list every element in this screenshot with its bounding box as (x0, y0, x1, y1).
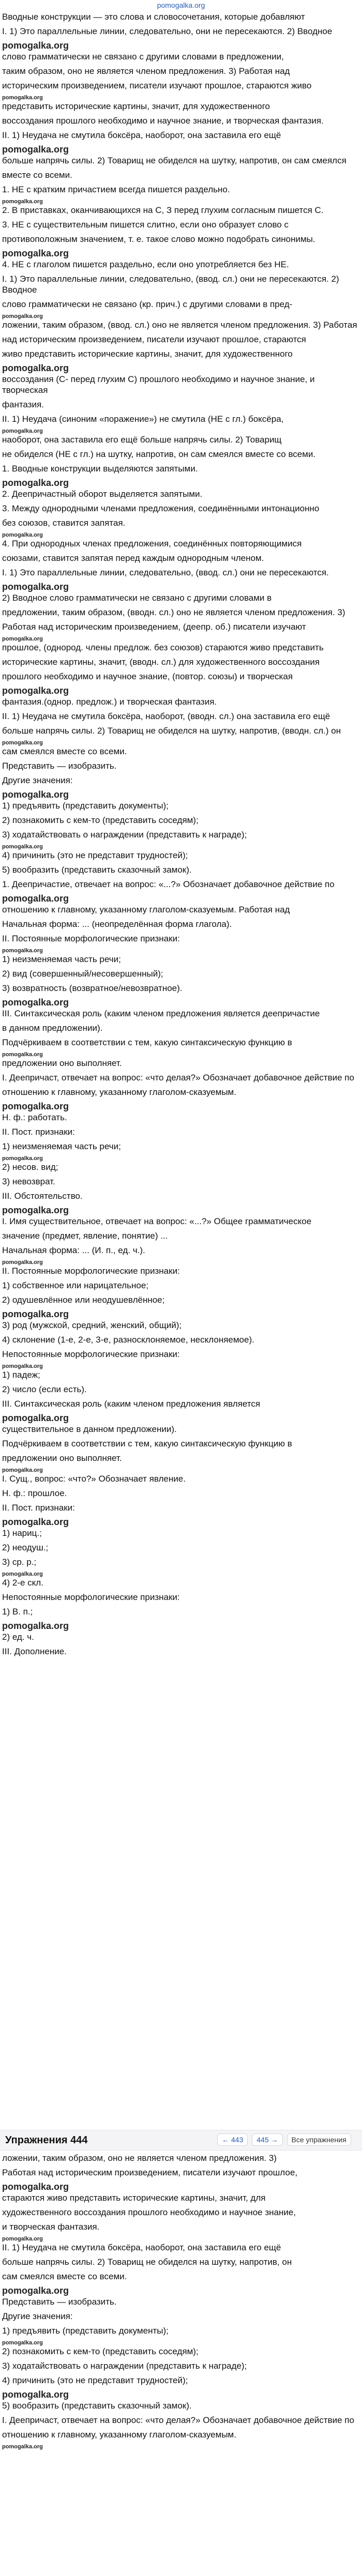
top-line: живо представить исторические картины, значит, для художественного (2, 349, 293, 359)
top-line: I. 1) Это параллельные линии, следовательно, (ввод. сл.) они не пересекаются. (2, 568, 329, 577)
watermark: pomogalka.org (2, 144, 69, 155)
top-line: воссоздания (С- перед глухим С) прошлого необходимо и научное знание, и творческая (2, 374, 315, 395)
top-line: предложении, таким образом, (вводн. сл.) оно не является членом предложения. 3) (2, 607, 345, 617)
top-line: 1) В. п.; (2, 1607, 33, 1617)
lower-line: Представить — изобразить. (2, 2297, 117, 2307)
top-line: 4. НЕ с глаголом пишется раздельно, если оно употребляется без НЕ. (2, 260, 289, 269)
top-line: II. 1) Неудача не смутила боксёра, наоборот, (вводн. сл.) она заставила его ещё (2, 711, 330, 721)
lower-line: Работая над историческим произведением, писатели изучают прошлое, (2, 2168, 298, 2177)
site-header (0, 0, 362, 10)
top-line: наоборот, она заставила его ещё больше напрячь силы. 2) Товарищ (2, 435, 282, 445)
next-exercise-button[interactable]: 445 → (252, 2133, 282, 2146)
top-line: Представить — изобразить. (2, 761, 117, 771)
exercise-title: Упражнения 444 (5, 2134, 88, 2146)
watermark: pomogalka.org (2, 1101, 69, 1111)
top-line: II. 1) Неудача не смутила боксёра, наоборот, она заставила его ещё (2, 130, 281, 140)
watermark: pomogalka.org (2, 636, 43, 642)
top-line: II. Постоянные морфологические признаки: (2, 1266, 180, 1276)
top-line: I. Сущ., вопрос: «что?» Обозначает явление. (2, 1474, 186, 1484)
top-line: III. Обстоятельство. (2, 1191, 83, 1201)
top-line: ложении, таким образом, (ввод. сл.) оно не является членом предложения. 3) Работая (2, 320, 357, 330)
lower-line: больше напрячь силы. 2) Товарищ не обиделся на шутку, напротив, он (2, 2257, 292, 2267)
watermark: pomogalka.org (2, 2182, 69, 2192)
top-line: 2) одушевлённое или неодушевлённое; (2, 1295, 165, 1305)
top-line: 5) вообразить (представить сказочный замок). (2, 865, 192, 875)
lower-line: сам смеялся вместе со всеми. (2, 2272, 127, 2281)
top-line: Подчёркиваем в соответствии с тем, какую синтаксическую функцию в (2, 1038, 292, 1047)
top-line: прошлого необходимо и научное знание, (повтор. союзы) и творческая (2, 672, 293, 681)
top-line: 3) ср. р.; (2, 1557, 37, 1567)
watermark: pomogalka.org (2, 1309, 69, 1319)
lower-line: Другие значения: (2, 2311, 73, 2321)
top-line: слово грамматически не связано с другими словами в предложении, (2, 52, 284, 62)
watermark: pomogalka.org (2, 1259, 43, 1266)
watermark: pomogalka.org (2, 2285, 69, 2296)
top-line: I. 1) Это параллельные линии, следовательно, они не пересекаются. 2) Вводное (2, 26, 333, 36)
watermark: pomogalka.org (2, 95, 43, 101)
top-line: 2. Деепричастный оборот выделяется запятыми. (2, 489, 203, 499)
top-line: 4) 2-е скл. (2, 1578, 43, 1588)
watermark: pomogalka.org (2, 1517, 69, 1527)
all-exercises-button[interactable]: Все упражнения (287, 2133, 351, 2146)
watermark: pomogalka.org (2, 199, 43, 205)
top-line: II. Пост. признаки: (2, 1127, 75, 1137)
lower-line: 2) познакомить с кем-то (представить соседям); (2, 2346, 199, 2356)
watermark: pomogalka.org (2, 2340, 43, 2346)
top-line: 4) склонение (1-е, 2-е, 3-е, разносклоняемое, несклоняемое). (2, 1335, 254, 1345)
top-line: Работая над историческим произведением, (деепр. об.) писатели изучают (2, 622, 306, 632)
top-line: в данном предложении). (2, 1023, 103, 1033)
lower-content (2, 2153, 360, 2576)
top-line: противоположным значением, т. е. такое слово можно подобрать синонимы. (2, 234, 315, 244)
top-line: 4) причинить (это не представит трудностей); (2, 850, 188, 860)
watermark: pomogalka.org (2, 844, 43, 850)
top-line: 1) падеж; (2, 1370, 40, 1380)
watermark: pomogalka.org (2, 1051, 43, 1058)
top-line: 1) неизменяемая часть речи; (2, 954, 121, 964)
top-line: сам смеялся вместе со всеми. (2, 746, 127, 756)
top-line: союзами, ставится запятая перед каждым однородным членом. (2, 553, 264, 563)
prev-exercise-button[interactable]: ← 443 (217, 2133, 248, 2146)
top-line: воссоздания прошлого необходимо и научное знание, и творческая фантазия. (2, 116, 324, 126)
watermark: pomogalka.org (2, 948, 43, 954)
top-line: больше напрячь силы. 2) Товарищ не обиделся на шутку, напротив, (вводн. сл.) он (2, 726, 341, 736)
watermark: pomogalka.org (2, 532, 43, 538)
top-line: Вводные конструкции — это слова и словосочетания, которые добавляют (2, 12, 305, 22)
top-line: Н. ф.: работать. (2, 1112, 67, 1122)
top-line: III. Синтаксическая роль (каким членом предложения является деепричастие (2, 1009, 320, 1018)
top-line: III. Дополнение. (2, 1647, 67, 1656)
top-line: без союзов, ставится запятая. (2, 518, 126, 528)
pager (217, 2133, 351, 2146)
top-line: 2) неодуш.; (2, 1543, 49, 1552)
top-line: 2. В приставках, оканчивающихся на С, З перед глухим согласным пишется С. (2, 205, 324, 215)
watermark: pomogalka.org (2, 2236, 43, 2242)
watermark: pomogalka.org (2, 685, 69, 696)
watermark: pomogalka.org (2, 740, 43, 746)
top-line: Подчёркиваем в соответствии с тем, какую синтаксическую функцию в (2, 1439, 292, 1449)
watermark: pomogalka.org (2, 1363, 43, 1369)
lower-line: II. 1) Неудача не смутила боксёра, наоборот, она заставила его ещё (2, 2243, 281, 2252)
top-line: вместе со всеми. (2, 170, 72, 180)
top-line: историческим произведением, писатели изучают прошлое, стараются живо (2, 81, 312, 90)
top-line: Н. ф.: прошлое. (2, 1488, 67, 1498)
top-line: прошлое, (однород. члены предлож. без союзов) стараются живо представить (2, 643, 324, 652)
top-line: Другие значения: (2, 775, 73, 785)
top-line: существительное в данном предложении). (2, 1424, 177, 1434)
watermark: pomogalka.org (2, 40, 69, 51)
top-line: 2) число (если есть). (2, 1384, 87, 1394)
watermark: pomogalka.org (2, 313, 43, 319)
top-line: предложении оно выполняет. (2, 1453, 122, 1463)
watermark: pomogalka.org (2, 1621, 69, 1631)
top-line: слово грамматически не связано (кр. прич.) с другими словами в пред- (2, 299, 293, 309)
lower-line: 5) вообразить (представить сказочный замок). (2, 2401, 192, 2411)
top-line: II. 1) Неудача (синоним «поражение») не смутила (НЕ с гл.) боксёра, (2, 414, 284, 424)
top-line: представить исторические картины, значит, для художественного (2, 101, 270, 111)
top-line: не обиделся (НЕ с гл.) на шутку, напротив, он сам смеялся вместе со всеми. (2, 449, 316, 459)
top-line: над историческим произведением, писатели изучают прошлое, стараются (2, 334, 306, 344)
top-line: отношению к главному, указанному глаголом-сказуемым. Работая над (2, 905, 290, 914)
top-line: 2) ед. ч. (2, 1632, 34, 1642)
top-line: значение (предмет, явление, понятие) ... (2, 1231, 168, 1241)
top-line: фантазия.(однор. предлож.) и творческая фантазия. (2, 697, 217, 707)
top-line: II. Пост. признаки: (2, 1503, 75, 1513)
top-line: 2) вид (совершенный/несовершенный); (2, 969, 163, 979)
top-line: III. Синтаксическая роль (каким членом предложения является (2, 1399, 261, 1409)
top-line: 3. НЕ с существительным пишется слитно, если оно образует слово с (2, 220, 289, 230)
top-line: 4. При однородных членах предложения, соединённых повторяющимися (2, 539, 302, 548)
watermark: pomogalka.org (2, 248, 69, 258)
top-line: 1) предъявить (представить документы); (2, 801, 169, 811)
top-line: больше напрячь силы. 2) Товарищ не обиделся на шутку, напротив, он сам смеялся (2, 156, 346, 165)
top-line: 2) несов. вид; (2, 1162, 58, 1172)
watermark: pomogalka.org (2, 1205, 69, 1215)
watermark: pomogalka.org (2, 1467, 43, 1473)
top-line: таким образом, оно не является членом предложения. 3) Работая над (2, 66, 290, 76)
watermark: pomogalka.org (2, 428, 43, 434)
top-line: Непостоянные морфологические признаки: (2, 1592, 180, 1602)
top-line: I. 1) Это параллельные линии, следовательно, (ввод. сл.) они не пересекаются. 2) Вводное (2, 274, 339, 295)
top-line: 2) Вводное слово грамматически не связано с другими словами в (2, 593, 272, 603)
top-line: фантазия. (2, 400, 44, 409)
top-line: Начальная форма: ... (И. п., ед. ч.). (2, 1245, 145, 1255)
watermark: pomogalka.org (2, 893, 69, 904)
top-line: I. Имя существительное, отвечает на вопрос: «...?» Общее грамматическое (2, 1216, 312, 1226)
top-line: 3) возвратность (возвратное/невозвратное). (2, 983, 183, 993)
top-line: 1. НЕ с кратким причастием всегда пишется раздельно. (2, 185, 230, 194)
watermark: pomogalka.org (2, 582, 69, 592)
top-line: I. Деепричаст, отвечает на вопрос: «что делая?» Обозначает добавочное действие по (2, 1073, 354, 1083)
watermark: pomogalka.org (2, 2389, 69, 2400)
watermark: pomogalka.org (2, 789, 69, 800)
top-line: 2) познакомить с кем-то (представить соседям); (2, 815, 199, 825)
exercise-bar (0, 2130, 362, 2151)
top-line: 1) собственное или нарицательное; (2, 1281, 149, 1290)
watermark: pomogalka.org (2, 363, 69, 373)
top-line: Непостоянные морфологические признаки: (2, 1349, 180, 1359)
top-line: 3) род (мужской, средний, женский, общий); (2, 1320, 182, 1330)
watermark: pomogalka.org (2, 1571, 43, 1577)
top-line: 1) неизменяемая часть речи; (2, 1141, 121, 1151)
top-line: 3) невозврат. (2, 1177, 55, 1186)
top-line: 1. Вводные конструкции выделяются запятыми. (2, 464, 198, 474)
watermark: pomogalka.org (2, 1155, 43, 1162)
top-line: 1) нариц.; (2, 1528, 42, 1538)
lower-line: отношению к главному, указанному глаголом-сказуемым. (2, 2430, 236, 2440)
top-line: 3. Между однородными членами предложения, соединёнными интонационно (2, 504, 320, 513)
watermark: pomogalka.org (2, 478, 69, 488)
top-line: 3) ходатайствовать о награждении (представить к награде); (2, 830, 247, 840)
top-line: исторические картины, значит, (вводн. сл.) для художественного воссоздания (2, 657, 320, 667)
lower-line: художественного воссоздания прошлого необходимо и научное знание, (2, 2207, 296, 2217)
lower-line: ложении, таким образом, оно не является членом предложения. 3) (2, 2153, 277, 2163)
lower-line: I. Деепричаст, отвечает на вопрос: «что делая?» Обозначает добавочное действие по (2, 2415, 354, 2425)
top-line: Начальная форма: ... (неопределённая форма глагола). (2, 919, 232, 929)
watermark: pomogalka.org (2, 997, 69, 1008)
lower-line: и творческая фантазия. (2, 2222, 100, 2232)
watermark: pomogalka.org (2, 1413, 69, 1423)
lower-line: 1) предъявить (представить документы); (2, 2326, 169, 2336)
top-line: 1. Деепричастие, отвечает на вопрос: «...?» Обозначает добавочное действие по (2, 879, 335, 889)
top-line: II. Постоянные морфологические признаки: (2, 934, 180, 943)
lower-line: стараются живо представить исторические картины, значит, для (2, 2193, 266, 2203)
top-line: отношению к главному, указанному глаголом-сказуемым. (2, 1087, 236, 1097)
lower-line: 3) ходатайствовать о награждении (представить к награде); (2, 2361, 247, 2371)
top-line: предложении оно выполняет. (2, 1058, 122, 1068)
site-name[interactable]: pomogalka.org (157, 1, 205, 9)
lower-line: 4) причинить (это не представит трудностей); (2, 2375, 188, 2385)
watermark: pomogalka.org (2, 2444, 43, 2450)
